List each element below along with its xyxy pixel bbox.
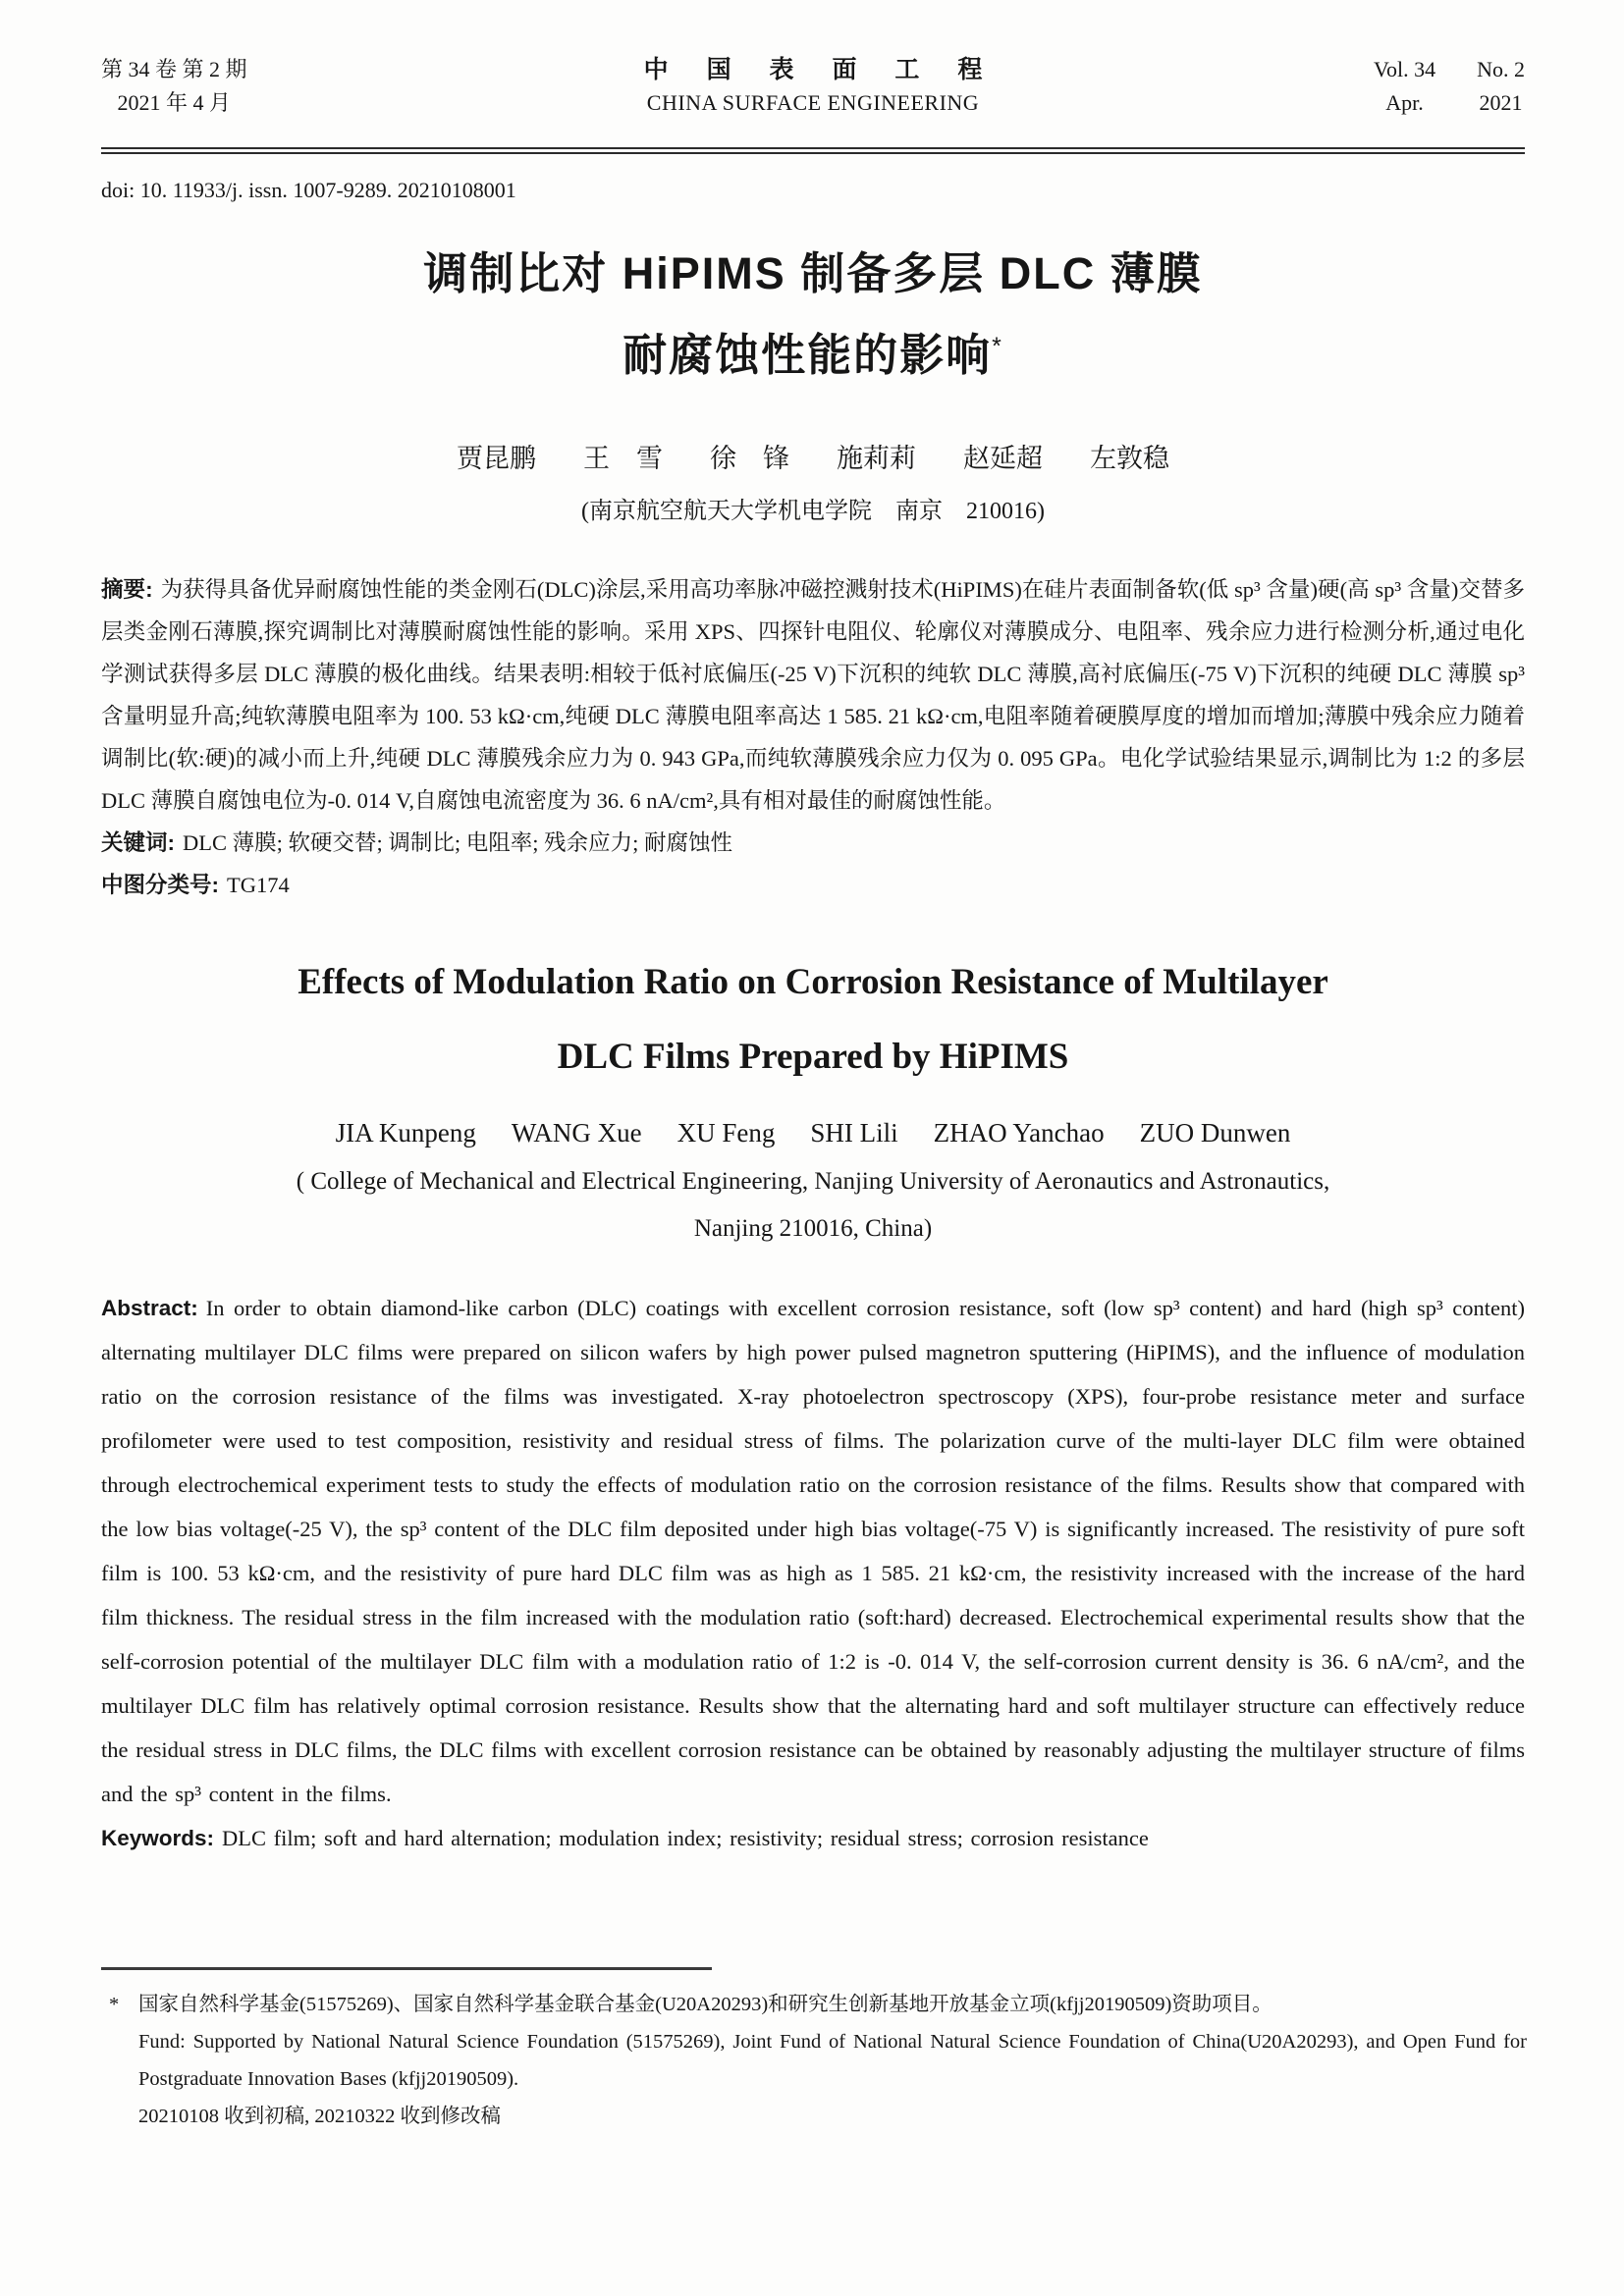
header-volume-issue-en bbox=[1374, 53, 1525, 120]
volume-issue-cn: 第 34 卷 第 2 期 bbox=[101, 57, 247, 81]
title-footnote-mark: * bbox=[992, 333, 1003, 360]
footnote-dates: 20210108 收到初稿, 20210322 收到修改稿 bbox=[138, 2106, 501, 2127]
article-title-en bbox=[101, 945, 1525, 1095]
keywords-en bbox=[101, 1816, 1525, 1860]
doi-line: doi: 10. 11933/j. issn. 1007-9289. 20210108001 bbox=[101, 178, 516, 202]
authors-cn bbox=[101, 437, 1525, 475]
author-cn: 王 雪 bbox=[583, 444, 663, 473]
clc-label: 中图分类号: bbox=[101, 873, 219, 897]
keywords-en-label: Keywords: bbox=[101, 1826, 215, 1850]
affiliation-en-line1: ( College of Mechanical and Electrical Engineering, Nanjing University of Aeronautics and Astronautics, bbox=[296, 1168, 1330, 1195]
title-en-line1: Effects of Modulation Ratio on Corrosion Resistance of Multilayer bbox=[298, 962, 1328, 1002]
author-en: SHI Lili bbox=[810, 1118, 898, 1148]
footnote bbox=[101, 1967, 1527, 2135]
footnote-body bbox=[101, 1986, 1527, 2135]
abstract-en-text: In order to obtain diamond-like carbon (DLC) coatings with excellent corrosion resistance, soft (low sp³ content) and hard (high sp³ content) alternating multilayer DLC films were prepared on silicon wafers by high power pulsed magnetron sputtering (HiPIMS), and the influence of modulation ratio on the corrosion resistance of the films was investigated. X-ray photoelectron spectroscopy (XPS), four-probe resistance meter and surface profilometer were used to test composition, resistivity and residual stress of films. The polarization curve of the multi-layer DLC film were obtained through electrochemical experiment tests to study the effects of modulation ratio on the corrosion resistance of the films. Results show that compared with the low bias voltage(-25 V), the sp³ content of the DLC film deposited under high bias voltage(-75 V) is significantly increased. The resistivity of pure soft film is 100. 53 kΩ·cm, and the resistivity of pure hard DLC film was as high as 1 585. 21 kΩ·cm, the resistivity increased with the increase of the hard film thickness. The residual stress in the film increased with the modulation ratio (soft:hard) decreased. Electrochemical experimental results show that the self-corrosion potential of the multilayer DLC film with a modulation ratio of 1:2 is -0. 014 V, the self-corrosion current density is 36. 6 nA/cm², and the multilayer DLC film has relatively optimal corrosion resistance. Results show that the alternating hard and soft multilayer structure can effectively reduce the residual stress in DLC films, the DLC films with excellent corrosion resistance can be obtained by reasonably adjusting the multilayer structure of films and the sp³ content in the films. bbox=[101, 1296, 1525, 1806]
journal-name bbox=[628, 53, 999, 120]
author-cn: 贾昆鹏 bbox=[457, 444, 536, 473]
footnote-marker: * bbox=[109, 1994, 120, 2015]
journal-name-en: CHINA SURFACE ENGINEERING bbox=[646, 90, 980, 115]
volume-en: Vol. 34 bbox=[1373, 57, 1436, 81]
clc-value: TG174 bbox=[227, 873, 290, 897]
author-en: ZHAO Yanchao bbox=[933, 1118, 1105, 1148]
clc-line bbox=[101, 864, 1525, 906]
author-cn: 赵延超 bbox=[963, 444, 1043, 473]
article-title-cn bbox=[101, 237, 1525, 392]
authors-en bbox=[101, 1118, 1525, 1148]
abstract-cn bbox=[101, 568, 1525, 822]
title-cn-line1: 调制比对 HiPIMS 制备多层 DLC 薄膜 bbox=[423, 248, 1203, 298]
journal-name-cn: 中 国 表 面 工 程 bbox=[643, 56, 999, 83]
date-cn: 2021 年 4 月 bbox=[117, 90, 232, 115]
author-cn: 徐 锋 bbox=[710, 444, 789, 473]
affiliation-en-line2: Nanjing 210016, China) bbox=[693, 1215, 933, 1242]
abstract-en bbox=[101, 1286, 1525, 1816]
abstract-cn-text: 为获得具备优异耐腐蚀性能的类金刚石(DLC)涂层,采用高功率脉冲磁控溅射技术(HiPIMS)在硅片表面制备软(低 sp³ 含量)硬(高 sp³ 含量)交替多层类金刚石薄膜,探究调制比对薄膜耐腐蚀性能的影响。采用 XPS、四探针电阻仪、轮廓仪对薄膜成分、电阻率、残余应力进行检测分析,通过电化学测试获得多层 DLC 薄膜的极化曲线。结果表明:相较于低衬底偏压(-25 V)下沉积的纯软 DLC 薄膜,高衬底偏压(-75 V)下沉积的纯硬 DLC 薄膜 sp³ 含量明显升高;纯软薄膜电阻率为 100. 53 kΩ·cm,纯硬 DLC 薄膜电阻率高达 1 585. 21 kΩ·cm,电阻率随着硬膜厚度的增加而增加;薄膜中残余应力随着调制比(软:硬)的减小而上升,纯硬 DLC 薄膜残余应力为 0. 943 GPa,而纯软薄膜残余应力仅为 0. 095 GPa。电化学试验结果显示,调制比为 1:2 的多层 DLC 薄膜自腐蚀电位为-0. 014 V,自腐蚀电流密度为 36. 6 nA/cm²,具有相对最佳的耐腐蚀性能。 bbox=[101, 577, 1525, 813]
affiliation-cn: (南京航空航天大学机电学院 南京 210016) bbox=[581, 499, 1045, 524]
title-cn-line2: 耐腐蚀性能的影响* bbox=[623, 330, 1003, 380]
author-en: JIA Kunpeng bbox=[335, 1118, 476, 1148]
keywords-cn-label: 关键词: bbox=[101, 830, 175, 855]
author-en: ZUO Dunwen bbox=[1139, 1118, 1291, 1148]
footnote-fund-cn: 国家自然科学基金(51575269)、国家自然科学基金联合基金(U20A20293)和研究生创新基地开放基金立项(kfjj20190509)资助项目。 bbox=[138, 1994, 1272, 2015]
author-cn: 施莉莉 bbox=[837, 444, 916, 473]
keywords-cn bbox=[101, 822, 1525, 864]
author-en: WANG Xue bbox=[511, 1118, 642, 1148]
year-en: 2021 bbox=[1479, 90, 1523, 115]
abstract-en-label: Abstract: bbox=[101, 1296, 198, 1320]
affiliation-en bbox=[101, 1158, 1525, 1253]
abstract-cn-label: 摘要: bbox=[101, 577, 153, 602]
keywords-cn-text: DLC 薄膜; 软硬交替; 调制比; 电阻率; 残余应力; 耐腐蚀性 bbox=[183, 830, 733, 855]
header-volume-issue bbox=[101, 53, 247, 120]
keywords-en-text: DLC film; soft and hard alternation; modulation index; resistivity; residual stress; corrosion resistance bbox=[222, 1826, 1149, 1850]
author-cn: 左敦稳 bbox=[1090, 444, 1169, 473]
journal-header bbox=[101, 53, 1525, 120]
issue-en: No. 2 bbox=[1477, 57, 1525, 81]
title-en-line2: DLC Films Prepared by HiPIMS bbox=[557, 1037, 1069, 1077]
month-en: Apr. bbox=[1385, 90, 1424, 115]
footnote-rule bbox=[101, 1967, 712, 1970]
footnote-fund-en: Fund: Supported by National Natural Science Foundation (51575269), Joint Fund of National Natural Science Foundation of China(U20A20293), and Open Fund for Postgraduate Innovation Bases (kfjj20190509). bbox=[138, 2031, 1527, 2090]
author-en: XU Feng bbox=[677, 1118, 776, 1148]
header-double-rule bbox=[101, 147, 1525, 154]
